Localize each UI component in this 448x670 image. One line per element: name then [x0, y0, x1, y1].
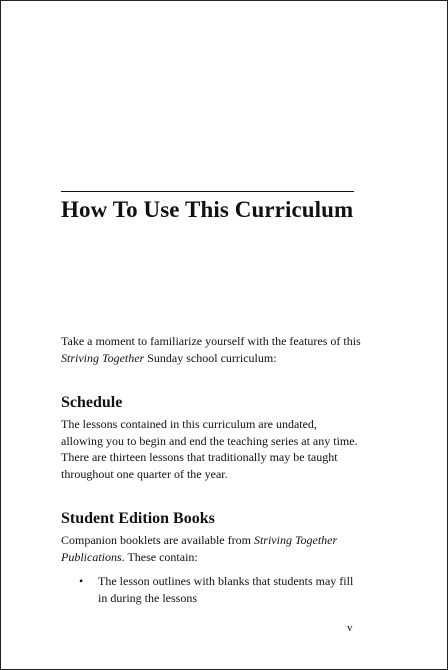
- student-body-start: Companion booklets are available from: [61, 533, 254, 547]
- section-body-schedule: The lessons contained in this curriculum are undated, allowing you to begin and end the teaching series at any time. There are thirteen lessons that traditionally may be taught throughout one quarter of the year.: [61, 417, 358, 481]
- list-item-text: The lesson outlines with blanks that students may fill in during the lessons: [98, 574, 354, 605]
- intro-text-end: Sunday school curriculum:: [144, 350, 277, 365]
- page-number: v: [347, 622, 353, 634]
- page-title: How To Use This Curriculum: [61, 197, 354, 222]
- student-body-italic-publisher: Striving Together Publications: [61, 533, 338, 564]
- student-body-end: . These contain:: [121, 549, 198, 564]
- intro-paragraph: [61, 333, 361, 366]
- title-rule: [61, 191, 354, 192]
- list-item: [79, 573, 359, 606]
- section-heading-student-edition: Student Edition Books: [61, 510, 215, 527]
- section-heading-schedule: Schedule: [61, 394, 123, 411]
- bullet-icon: •: [79, 574, 84, 588]
- intro-italic-title: Striving Together: [61, 350, 145, 365]
- student-edition-list: [79, 573, 359, 606]
- intro-text-start: Take a moment to familiarize yourself with the features of this: [61, 334, 361, 348]
- section-body-student-edition: [61, 532, 361, 565]
